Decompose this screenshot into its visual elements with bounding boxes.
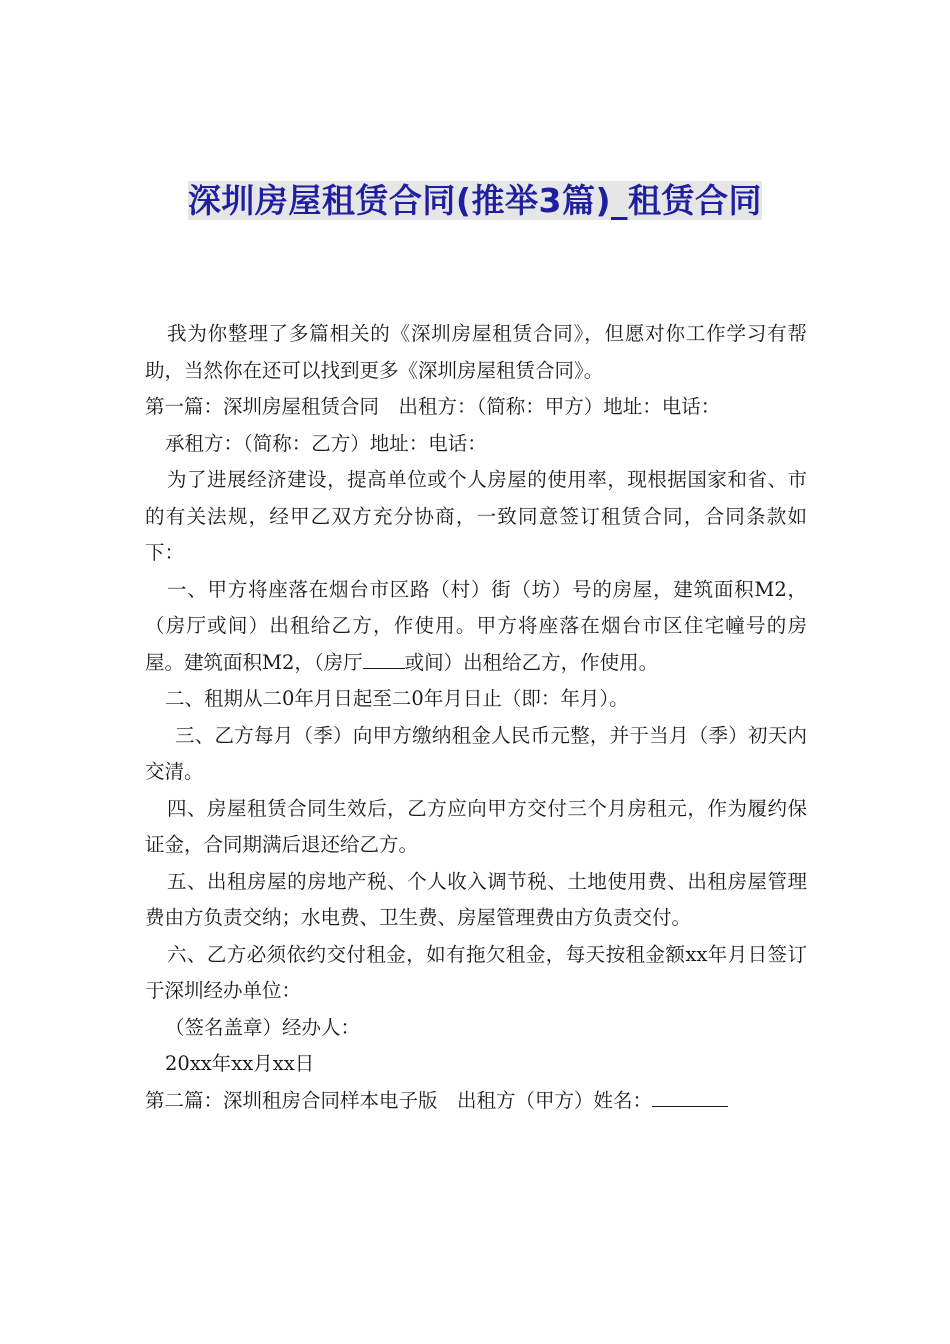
document-body (145, 316, 807, 1119)
clause-two: 二、租期从二0年月日起至二0年月日止（即：年月）。 (165, 687, 629, 710)
signature-line: （签名盖章）经办人： (165, 1015, 361, 1039)
section-two-text: 第二篇：深圳租房合同样本电子版 出租方（甲方）姓名： (145, 1088, 653, 1112)
document-title: 深圳房屋租赁合同(推举3篇)_租赁合同 (187, 181, 763, 220)
clause-three: 三、乙方每月（季）向甲方缴纳租金人民币元整，并于当月（季）初天内交清。 (145, 723, 807, 783)
intro-paragraph: 我为你整理了多篇相关的《深圳房屋租赁合同》，但愿对你工作学习有帮助，当然你在还可以找到更多《深圳房屋租赁合同》。 (145, 322, 807, 382)
fill-blank (363, 648, 405, 669)
clause-five: 五、出租房屋的房地产税、个人收入调节税、土地使用费、出租房屋管理费由方负责交纳；水电费、卫生费、房屋管理费由方负责交付。 (145, 869, 807, 929)
clause-one-text-a: 一、甲方将座落在烟台市区路（村）街（坊）号的房屋，建筑面积M2，（房厅或间）出租给乙方，作使用。甲方将座落在烟台市区住宅幢号的房屋。建筑面积M2，（房厅 (145, 577, 807, 674)
title-block (150, 176, 800, 226)
clause-four: 四、房屋租赁合同生效后，乙方应向甲方交付三个月房租元，作为履约保证金，合同期满后退还给乙方。 (145, 796, 807, 856)
clause-one-text-b: 或间）出租给乙方，作使用。 (404, 650, 659, 674)
section-two-heading (145, 1083, 807, 1120)
section-one-heading: 第一篇：深圳房屋租赁合同 出租方：（简称：甲方）地址：电话： (145, 395, 721, 418)
date-line: 20xx年xx月xx日 (165, 1052, 315, 1075)
preamble-paragraph: 为了进展经济建设，提高单位或个人房屋的使用率，现根据国家和省、市的有关法规，经甲乙双方充分协商，一致同意签订租赁合同，合同条款如下： (145, 468, 807, 564)
clause-one (145, 572, 807, 682)
fill-blank (652, 1086, 728, 1107)
clause-six: 六、乙方必须依约交付租金，如有拖欠租金，每天按租金额xx年月日签订于深圳经办单位： (145, 942, 807, 1002)
lessee-line: 承租方：（简称：乙方）地址：电话： (165, 431, 487, 455)
